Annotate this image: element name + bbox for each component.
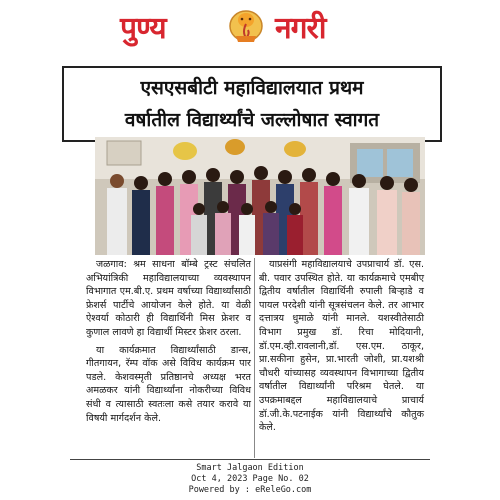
powered-by: Powered by : eReleGo.com	[188, 485, 312, 495]
masthead	[0, 0, 500, 50]
ganesha-emblem-icon	[226, 6, 266, 44]
headline-line-2: वर्षातील विद्यार्थ्यांचे जल्लोषात स्वागत	[124, 109, 380, 131]
column-divider	[254, 258, 255, 458]
headline-line-1: एसएसबीटी महाविद्यालयात प्रथम	[140, 77, 364, 99]
group-photo-illustration	[95, 137, 425, 255]
edition-date-page: Oct 4, 2023 Page No. 02	[191, 474, 309, 484]
article-paragraph: याप्रसंगी महाविद्यालयाचे उपप्राचार्य डॉ. एस. बी. पवार उपस्थित होते. या कार्यक्रमाचे एमबीए द्वितीय वर्षातील विद्यार्थिनी रुपाली बिऱ्हाडे व पायल परदेशी यांनी सूत्रसंचलन केले. तर आभार दत्तात्रय धुमाळे यांनी मानले. यशस्वीतेसाठी विभाग प्रमुख डॉ. रिचा मोदियानी, डॉ.एम.व्ही.रावलानी,डॉ. एस.एम. ठाकूर, प्रा.सकीना हुसेन, प्रा.भारती जोशी, प्रा.यशश्री चौधरी यांच्यासह व्यवस्थापन विभागाच्या द्वितीय वर्षातील विद्यार्थ्यांनी परिश्रम घेतले. या उपक्रमाबद्दल महाविद्यालयाचे प्राचार्य डॉ.जी.के.पटनाईक यांनी विद्यार्थ्यांचे कौतुक केले.	[259, 259, 424, 434]
masthead-title-right: नगरी	[275, 11, 326, 46]
group-photo	[95, 137, 425, 255]
article-paragraph: या कार्यक्रमात विद्यार्थ्यांसाठी डान्स, गीतगायन, रॅम्प वॉक असे विविध कार्यक्रम पार पडले. केशवस्मृती प्रतिष्ठानचे अध्यक्ष भरत अमळकर यांनी विद्यार्थ्यांना नोकरीच्या विविध संधी व त्यासाठी स्वतःला कसे तयार करावे या विषयी मार्गदर्शन केले.	[86, 344, 251, 424]
article-column-right	[259, 258, 424, 439]
masthead-title-left: पुण्य	[120, 11, 166, 46]
headline-box	[62, 66, 442, 142]
article-column-left	[86, 258, 251, 429]
footer-divider	[70, 459, 430, 460]
edition-name: Smart Jalgaon Edition	[196, 463, 304, 473]
article-paragraph: जळगाव: श्रम साधना बॉम्बे ट्रस्ट संचलित अभियांत्रिकी महाविद्यालयाच्या व्यवस्थापन विभागात एम.बी.ए. प्रथम वर्षाच्या विद्यार्थ्यांसाठी फ्रेशर्स पार्टीचे आयोजन केले होते. या वेळी ऐश्वर्या कोठारी ही विद्यार्थिनी मिस फ्रेशर व कुणाल लावणे हा विद्यार्थी मिस्टर फ्रेशर ठरला.	[86, 259, 251, 338]
